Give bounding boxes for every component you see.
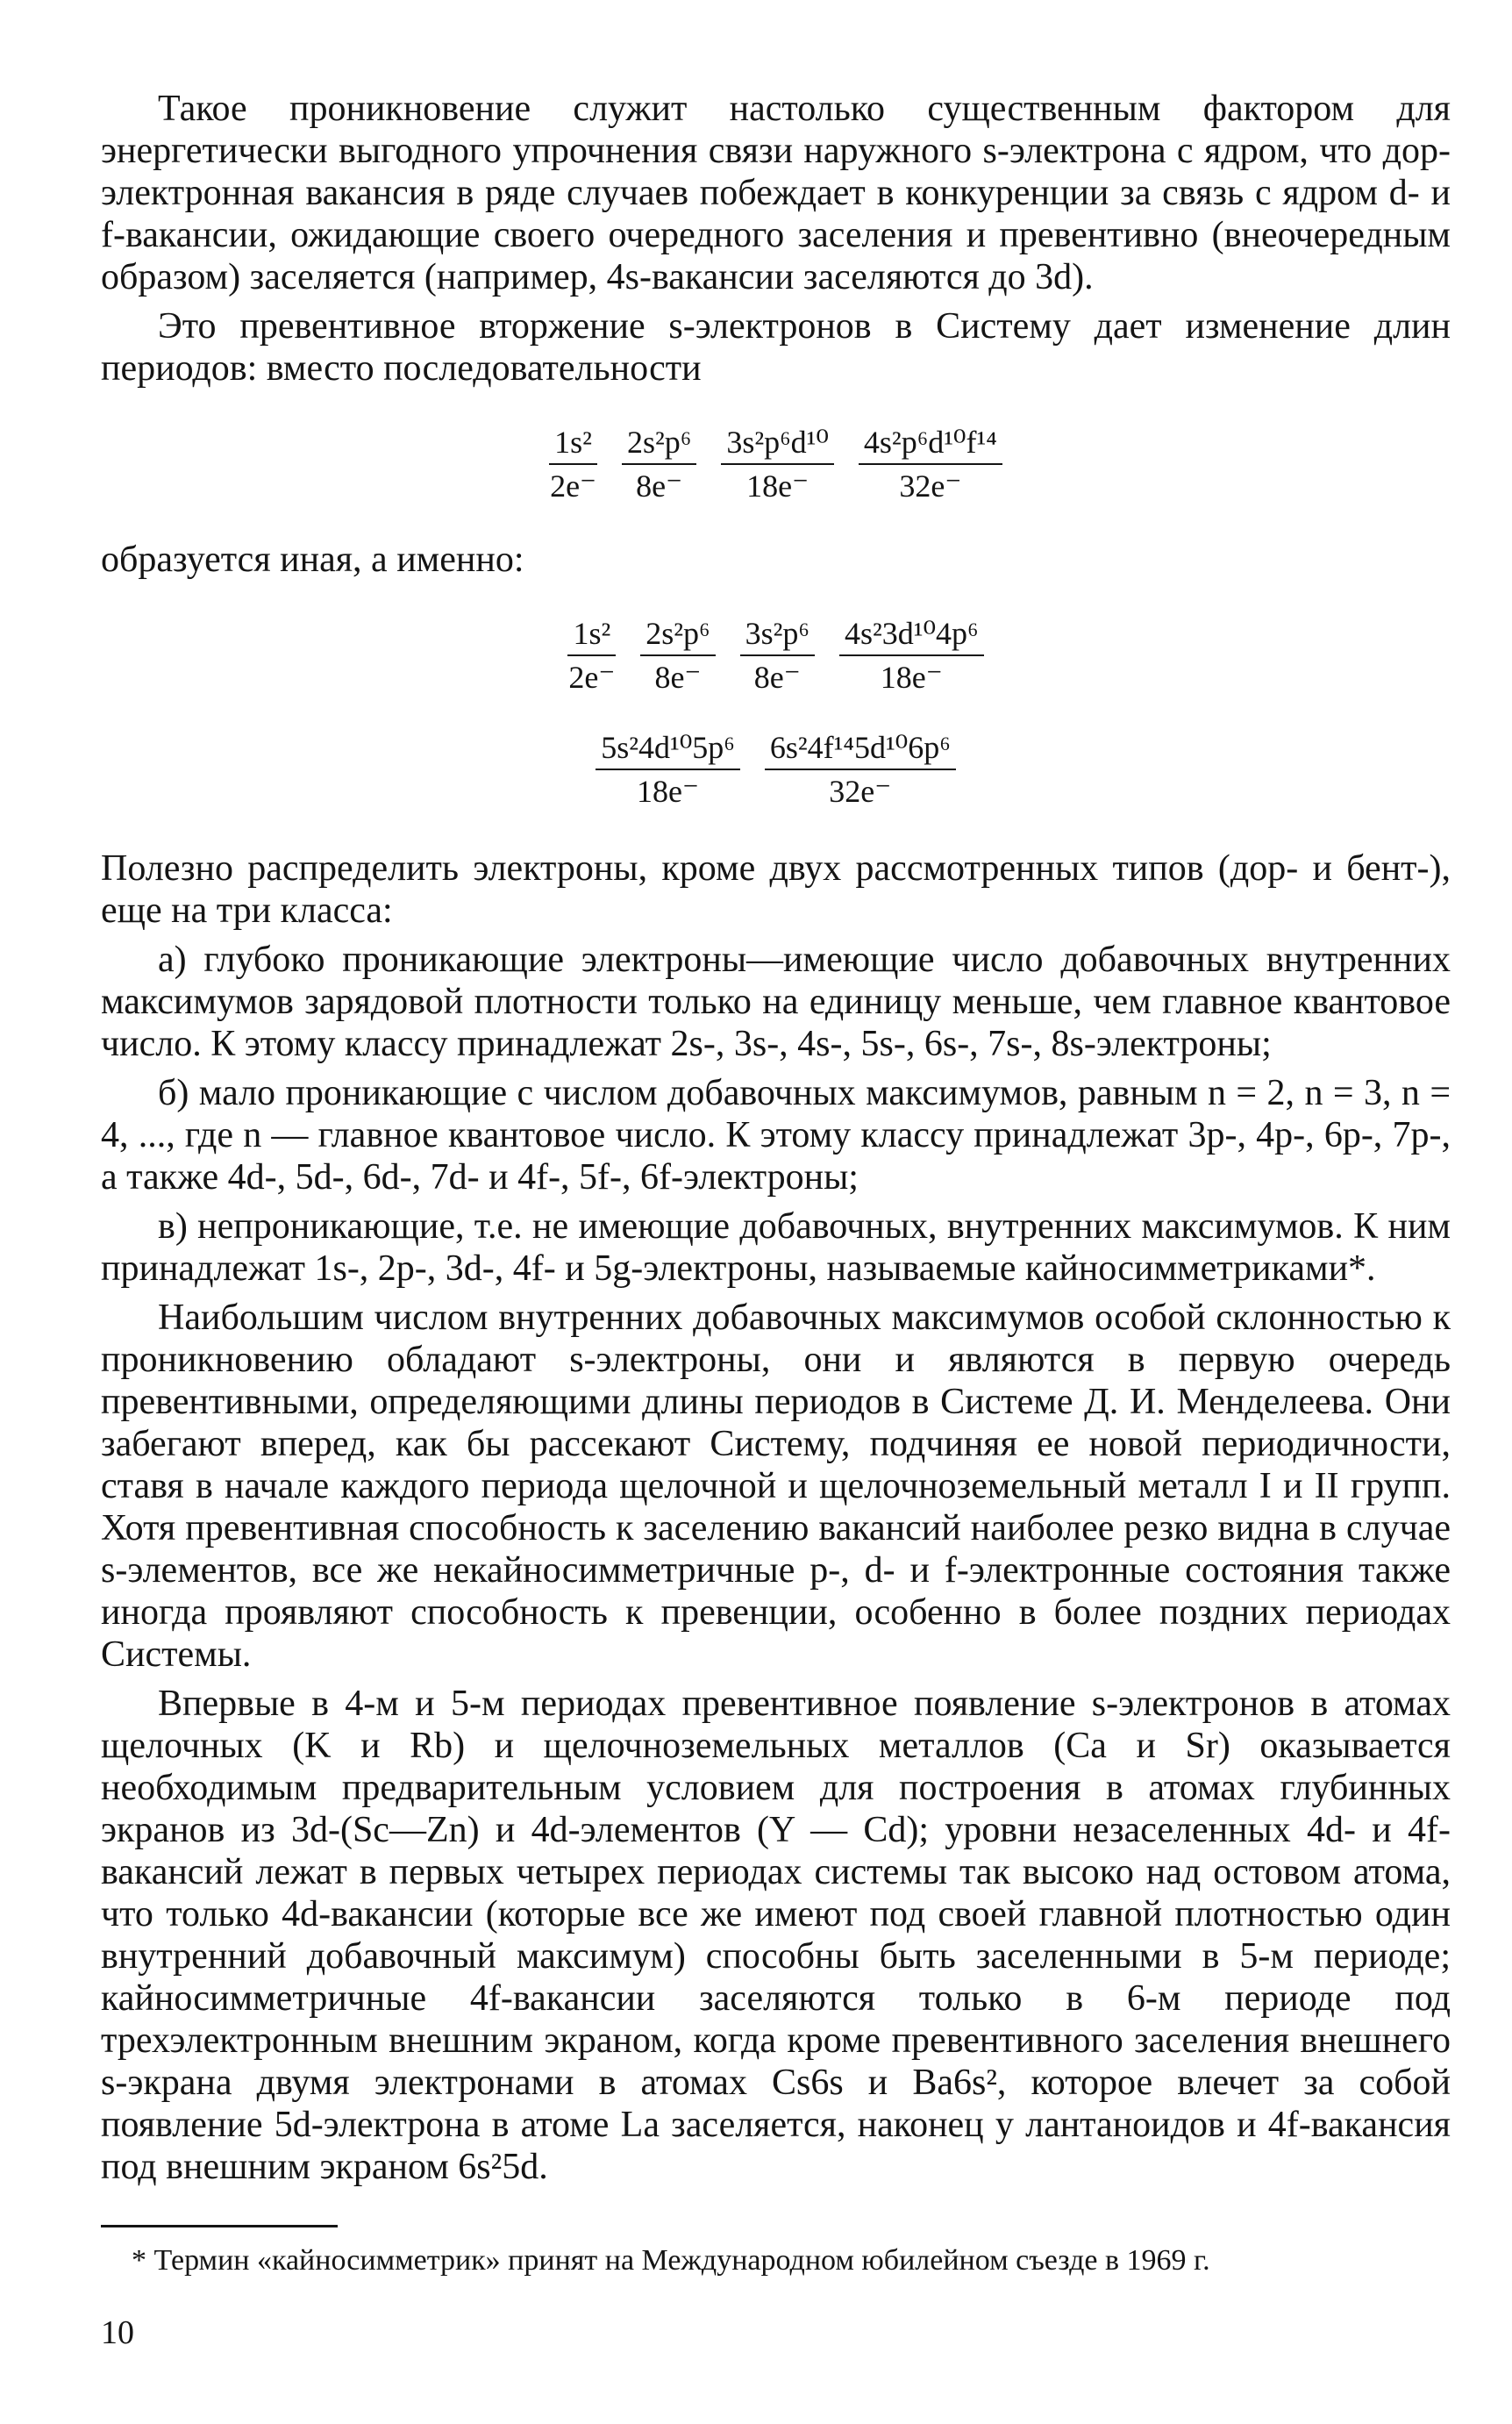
- electron-count: 18e⁻: [637, 774, 700, 809]
- shell-config: 6s²4f¹⁴5d¹⁰6p⁶: [765, 730, 956, 770]
- shell-config: 2s²p⁶: [640, 616, 715, 656]
- footnote: * Термин «кайносимметрик» принят на Международном юбилейном съезде в 1969 г.: [132, 2244, 1210, 2277]
- shell-period-2: [640, 616, 715, 695]
- shell-sequence-standard: [101, 425, 1451, 504]
- paragraph-1: Такое проникновение служит настолько существенным фактором для энергетически выгодного упрочнения связи наружного s-электрона с ядром, что дор-электронная вакансия в ряде случаев побеждает в конкуренции за связь с ядром d- и f-вакансии, ожидающие своего очередного заселения и превентивно (внеочередным образом) заселяется (например, 4s-вакансии заселяются до 3d).: [101, 89, 1451, 297]
- shell-config: 1s²: [549, 425, 597, 465]
- paragraph-3: образуется иная, а именно:: [101, 540, 524, 580]
- shell-period-3: [721, 425, 834, 504]
- paragraph-9: Впервые в 4-м и 5-м периодах превентивное появление s-электронов в атомах щелочных (K и Rb) и щелочноземельных металлов (Ca и Sr) оказывается необходимым предварительным условием для построения в атомах глубинных экранов из 3d-(Sc—Zn) и 4d-элементов (Y — Cd); уровни незаселенных 4d- и 4f-вакансий лежат в первых четырех периодах системы так высоко над остовом атома, что только 4d-вакансии (которые все же имеют под своей главной плотностью один внутренний добавочный максимум) способны быть заселенными в 5-м периоде; кайносимметричные 4f-вакансии заселяются только в 6-м периоде под трехэлектронным внешним экраном, когда кроме превентивного заселения внешнего s-экрана двумя электронами в атомах Cs6s и Ba6s², которое влечет за собой появление 5d-электрона в атоме La заселяется, наконец у лантаноидов и 4f-вакансия под внешним экраном 6s²5d.: [101, 1684, 1451, 2187]
- electron-count: 2e⁻: [568, 660, 616, 695]
- shell-config: 1s²: [567, 616, 616, 656]
- paragraph-2: Это превентивное вторжение s-электронов в Систему дает изменение длин периодов: вместо последовательности: [101, 306, 1451, 389]
- shell-config: 2s²p⁶: [622, 425, 696, 465]
- shell-period-4: [859, 425, 1002, 504]
- shell-period-1: [567, 616, 616, 695]
- shell-sequence-preventive-lower: [101, 730, 1451, 809]
- shell-config: 3s²p⁶: [740, 616, 815, 656]
- electron-count: 18e⁻: [746, 468, 809, 504]
- main-text: [101, 88, 1451, 2188]
- shell-config: 4s²p⁶d¹⁰f¹⁴: [859, 425, 1002, 465]
- electron-count: 8e⁻: [636, 468, 683, 504]
- electron-count: 32e⁻: [899, 468, 962, 504]
- paragraph-4: Полезно распределить электроны, кроме двух рассмотренных типов (дор- и бент-), еще на три класса:: [101, 848, 1451, 931]
- shell-period-5: [596, 730, 740, 809]
- shell-config: 4s²3d¹⁰4p⁶: [839, 616, 984, 656]
- shell-config: 3s²p⁶d¹⁰: [721, 425, 834, 465]
- shell-period-1: [549, 425, 597, 504]
- shell-period-3: [740, 616, 815, 695]
- footnote-rule: [101, 2225, 338, 2227]
- paragraph-class-c: в) непроникающие, т.е. не имеющие добавочных, внутренних максимумов. К ним принадлежат 1s-, 2p-, 3d-, 4f- и 5g-электроны, называемые кайносимметриками*.: [101, 1206, 1451, 1289]
- electron-count: 8e⁻: [753, 660, 801, 695]
- shell-sequence-preventive-upper: [101, 616, 1451, 695]
- shell-period-2: [622, 425, 696, 504]
- page-number: 10: [101, 2314, 134, 2351]
- paragraph-class-a: а) глубоко проникающие электроны—имеющие число добавочных внутренних максимумов зарядовой плотности только на единицу меньше, чем главное квантовое число. К этому классу принадлежат 2s-, 3s-, 4s-, 5s-, 6s-, 7s-, 8s-электроны;: [101, 940, 1451, 1064]
- electron-count: 8e⁻: [654, 660, 702, 695]
- electron-count: 2e⁻: [550, 468, 597, 504]
- electron-count: 18e⁻: [880, 660, 943, 695]
- shell-period-4: [839, 616, 984, 695]
- paragraph-class-b: б) мало проникающие с числом добавочных максимумов, равным n = 2, n = 3, n = 4, ..., где n — главное квантовое число. К этому классу принадлежат 3p-, 4p-, 6p-, 7p-, а также 4d-, 5d-, 6d-, 7d- и 4f-, 5f-, 6f-электроны;: [101, 1073, 1451, 1198]
- shell-config: 5s²4d¹⁰5p⁶: [596, 730, 740, 770]
- shell-period-6: [765, 730, 956, 809]
- electron-count: 32e⁻: [829, 774, 892, 809]
- paragraph-8: Наибольшим числом внутренних добавочных максимумов особой склонностью к проникновению обладают s-электроны, они и являются в первую очередь превентивными, определяющими длины периодов в Системе Д. И. Менделеева. Они забегают вперед, как бы рассекают Систему, подчиняя ее новой периодичности, ставя в начале каждого периода щелочной и щелочноземельный металл I и II групп. Хотя превентивная способность к заселению вакансий наиболее резко видна в случае s-элементов, все же некайносимметричные p-, d- и f-электронные состояния также иногда проявляют способность к превенции, особенно в более поздних периодах Системы.: [101, 1298, 1451, 1675]
